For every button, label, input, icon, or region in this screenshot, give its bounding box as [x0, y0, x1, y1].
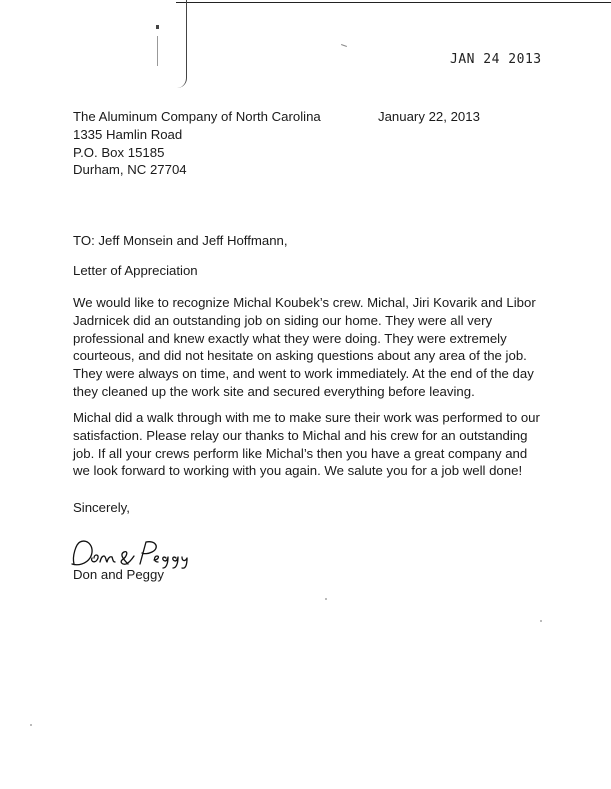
body-paragraph-2 [73, 409, 540, 480]
scan-speck [341, 44, 347, 47]
subject-line: Letter of Appreciation [73, 263, 198, 278]
letter-date: January 22, 2013 [378, 109, 480, 124]
scan-speck [325, 598, 327, 600]
sender-address-block [73, 108, 321, 179]
paragraph-line: we look forward to working with you again. We salute you for a job well done! [73, 463, 523, 479]
handwritten-signature [66, 534, 206, 570]
paragraph-line: Jadrnicek did an outstanding job on siding our home. They were all very [73, 312, 493, 328]
received-date-stamp: JAN 24 2013 [450, 52, 542, 67]
paragraph-line: Michal did a walk through with me to make sure their work was performed to our [73, 410, 540, 425]
paragraph-line: They were always on time, and went to work immediately. At the end of the day [73, 366, 534, 382]
scan-top-border [176, 2, 611, 3]
body-paragraph-1 [73, 294, 536, 401]
addressee-line: TO: Jeff Monsein and Jeff Hoffmann, [73, 233, 288, 248]
sender-po-box: P.O. Box 15185 [73, 144, 165, 160]
sender-city: Durham, NC 27704 [73, 162, 187, 178]
paragraph-line: professional and knew exactly what they were doing. They were extremely [73, 330, 507, 346]
typed-signatory-name: Don and Peggy [73, 567, 164, 582]
paragraph-line: satisfaction. Please relay our thanks to Michal and his crew for an outstanding [73, 427, 528, 443]
scan-speck [156, 25, 159, 29]
scan-speck [540, 620, 542, 622]
scan-bracket-mark [176, 0, 187, 88]
sender-street: 1335 Hamlin Road [73, 126, 183, 142]
sender-company: The Aluminum Company of North Carolina [73, 109, 321, 124]
paragraph-line: job. If all your crews perform like Michal’s then you have a great company and [73, 445, 528, 461]
paragraph-line: We would like to recognize Michal Koubek’s crew. Michal, Jiri Kovarik and Libor [73, 295, 536, 310]
paragraph-line: courteous, and did not hesitate on asking questions about any area of the job. [73, 348, 527, 364]
scan-speck [157, 36, 158, 66]
scan-speck [30, 724, 32, 726]
closing-salutation: Sincerely, [73, 500, 130, 515]
paragraph-line: they cleaned up the work site and secured everything before leaving. [73, 383, 475, 399]
